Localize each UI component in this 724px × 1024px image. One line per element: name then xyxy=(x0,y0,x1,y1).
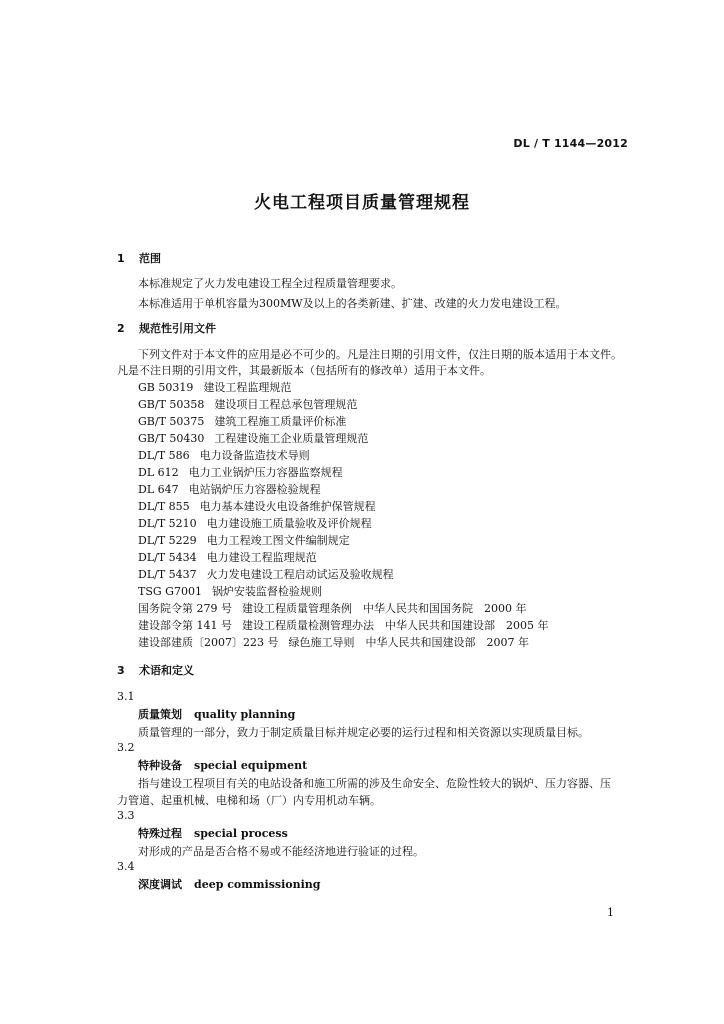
reference-item xyxy=(138,619,549,633)
page-number: 1 xyxy=(607,906,614,919)
term-heading xyxy=(138,759,307,773)
term-chinese: 质量策划 xyxy=(138,708,182,721)
reference-title: 电力设备监造技术导则 xyxy=(199,449,310,462)
reference-item xyxy=(138,602,527,616)
reference-title: 建设工程监理规范 xyxy=(203,381,292,394)
term-english: deep commissioning xyxy=(194,878,321,891)
document-title: 火电工程项目质量管理规程 xyxy=(254,193,470,213)
reference-item xyxy=(138,398,357,412)
reference-item xyxy=(138,534,350,548)
reference-title: 电力建设施工质量验收及评价规程 xyxy=(206,517,372,530)
section-title: 范围 xyxy=(139,252,161,265)
reference-item xyxy=(138,636,529,650)
term-heading xyxy=(138,878,320,892)
section-1-heading xyxy=(117,252,161,266)
paragraph: 本标准适用于单机容量为300MW及以上的各类新建、扩建、改建的火力发电建设工程。 xyxy=(138,297,567,310)
reference-title: 绿色施工导则 中华人民共和国建设部 2007 年 xyxy=(288,636,529,649)
reference-item xyxy=(138,551,317,565)
paragraph: 凡是不注日期的引用文件，其最新版本（包括所有的修改单）适用于本文件。 xyxy=(117,364,491,377)
reference-item xyxy=(138,466,343,480)
term-number: 3.1 xyxy=(117,690,135,703)
reference-title: 电力工业锅炉压力容器监察规程 xyxy=(188,466,343,479)
reference-code: 建设部建质〔2007〕223 号 xyxy=(138,636,279,649)
term-definition: 对形成的产品是否合格不易或不能经济地进行验证的过程。 xyxy=(138,845,424,858)
reference-title: 建设工程质量检测管理办法 中华人民共和国建设部 2005 年 xyxy=(242,619,549,632)
term-definition: 质量管理的一部分，致力于制定质量目标并规定必要的运行过程和相关资源以实现质量目标。 xyxy=(138,726,589,739)
section-title: 规范性引用文件 xyxy=(139,322,216,335)
reference-title: 电力基本建设火电设备维护保管规程 xyxy=(199,500,376,513)
reference-item xyxy=(138,585,322,599)
reference-code: DL 612 xyxy=(138,466,179,479)
reference-code: 建设部令第 141 号 xyxy=(138,619,232,632)
term-number: 3.3 xyxy=(117,809,135,822)
term-english: quality planning xyxy=(194,708,296,721)
reference-title: 电力建设工程监理规范 xyxy=(206,551,317,564)
reference-code: DL/T 855 xyxy=(138,500,190,513)
standard-code: DL / T 1144—2012 xyxy=(513,137,628,150)
reference-item xyxy=(138,568,394,582)
paragraph: 本标准规定了火力发电建设工程全过程质量管理要求。 xyxy=(138,277,402,290)
reference-code: TSG G7001 xyxy=(138,585,202,598)
reference-title: 火力发电建设工程启动试运及验收规程 xyxy=(206,568,394,581)
section-number: 2 xyxy=(117,322,125,335)
term-heading xyxy=(138,708,295,722)
term-chinese: 深度调试 xyxy=(138,878,182,891)
reference-code: GB/T 50430 xyxy=(138,432,205,445)
reference-title: 建筑工程施工质量评价标准 xyxy=(214,415,347,428)
term-definition: 力管道、起重机械、电梯和场（厂）内专用机动车辆。 xyxy=(117,794,381,807)
term-english: special equipment xyxy=(194,759,308,772)
term-definition: 指与建设工程项目有关的电站设备和施工所需的涉及生命安全、危险性较大的锅炉、压力容器、压 xyxy=(138,777,611,790)
reference-code: 国务院令第 279 号 xyxy=(138,602,232,615)
reference-item xyxy=(138,415,346,429)
reference-item xyxy=(138,500,376,514)
reference-item xyxy=(138,432,368,446)
reference-title: 建设工程质量管理条例 中华人民共和国国务院 2000 年 xyxy=(242,602,527,615)
reference-code: DL/T 5434 xyxy=(138,551,197,564)
section-3-heading xyxy=(117,664,194,678)
reference-item xyxy=(138,449,310,463)
section-number: 1 xyxy=(117,252,125,265)
reference-code: DL/T 5210 xyxy=(138,517,197,530)
reference-code: DL 647 xyxy=(138,483,179,496)
reference-code: GB 50319 xyxy=(138,381,194,394)
reference-title: 建设项目工程总承包管理规范 xyxy=(214,398,358,411)
term-english: special process xyxy=(194,827,288,840)
reference-code: DL/T 5437 xyxy=(138,568,197,581)
term-chinese: 特种设备 xyxy=(138,759,182,772)
reference-code: GB/T 50358 xyxy=(138,398,205,411)
reference-title: 电站锅炉压力容器检验规程 xyxy=(188,483,321,496)
reference-title: 锅炉安装监督检验规则 xyxy=(211,585,322,598)
reference-code: GB/T 50375 xyxy=(138,415,205,428)
section-2-heading xyxy=(117,322,216,336)
term-chinese: 特殊过程 xyxy=(138,827,182,840)
reference-item xyxy=(138,517,372,531)
term-number: 3.2 xyxy=(117,741,135,754)
reference-title: 工程建设施工企业质量管理规范 xyxy=(214,432,369,445)
paragraph: 下列文件对于本文件的应用是必不可少的。凡是注日期的引用文件，仅注日期的版本适用于本文件。 xyxy=(138,348,622,361)
term-number: 3.4 xyxy=(117,860,135,873)
reference-item xyxy=(138,483,321,497)
reference-code: DL/T 586 xyxy=(138,449,190,462)
term-heading xyxy=(138,827,288,841)
reference-code: DL/T 5229 xyxy=(138,534,197,547)
reference-item xyxy=(138,381,291,395)
section-number: 3 xyxy=(117,664,125,677)
section-title: 术语和定义 xyxy=(139,664,194,677)
reference-title: 电力工程竣工图文件编制规定 xyxy=(206,534,350,547)
